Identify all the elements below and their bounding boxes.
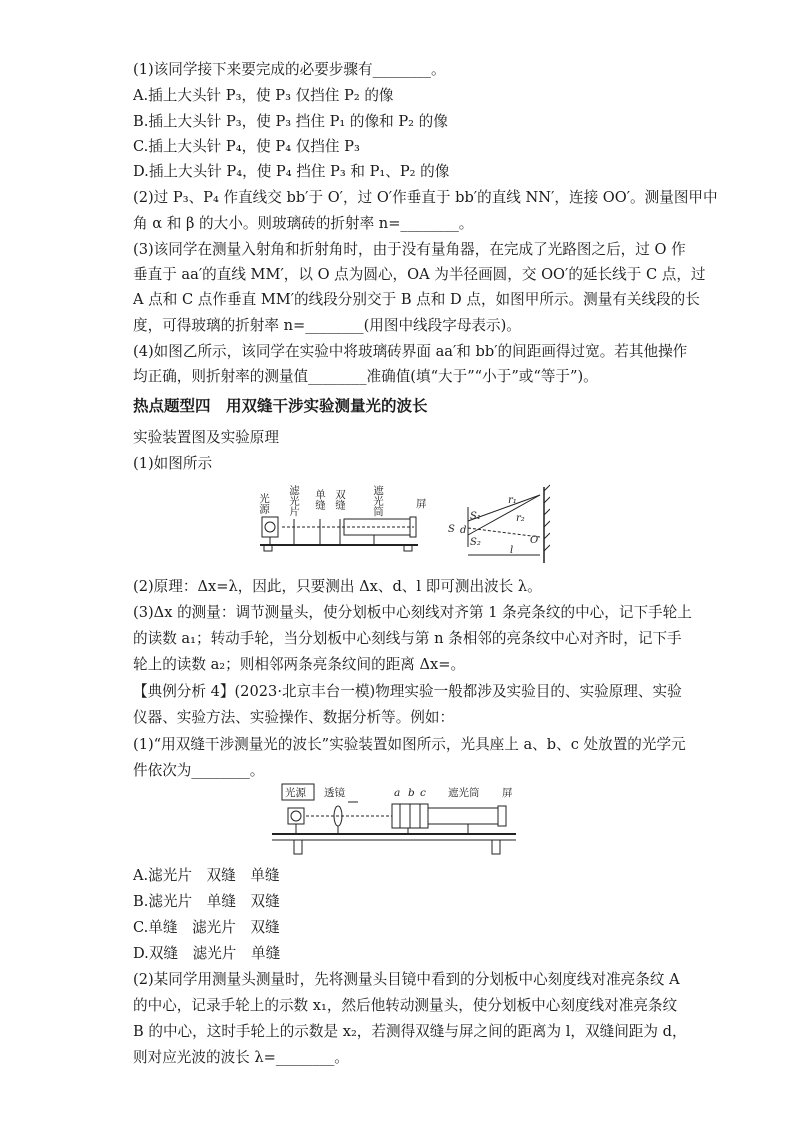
option-b: B.插上大头针 P₃，使 P₃ 挡住 P₁ 的像和 P₂ 的像	[133, 113, 448, 130]
example-q1-line2: 件依次为________。	[133, 762, 265, 779]
question-1-text: (1)该同学接下来要完成的必要步骤有________。	[133, 61, 446, 78]
label-S2: S₂	[470, 537, 481, 548]
principle-text: (2)原理：Δx=λ，因此，只要测出 Δx、d、l 即可测出波长 λ。	[133, 578, 542, 595]
example-q2-line3: B 的中心，这时手轮上的示数是 x₂，若测得双缝与屏之间的距离为 l，双缝间距为 d，	[133, 1023, 687, 1040]
option-c: C.插上大头针 P₄，使 P₄ 仅挡住 P₃	[133, 138, 360, 155]
label-S: S	[448, 524, 455, 535]
figure-intro: (1)如图所示	[133, 455, 213, 472]
apparatus-labels	[258, 484, 427, 517]
example-q2-line2: 的中心，记录手轮上的示数 x₁，然后他转动测量头，使分划板中心刻度线对准亮条纹	[133, 997, 678, 1014]
question-3-line4: 度，可得玻璃的折射率 n=________(用图中线段字母表示)。	[133, 317, 521, 334]
label-shade-tube-2: 遮光筒	[448, 787, 480, 799]
section-heading: 热点题型四 用双缝干涉实验测量光的波长	[133, 397, 428, 415]
label-light-source-2: 光源	[285, 787, 306, 799]
label-a: a	[394, 787, 401, 799]
example-heading-line2: 仪器、实验方法、实验操作、数据分析等。例如：	[133, 709, 455, 726]
label-O: O	[530, 535, 539, 546]
example-q2-line4: 则对应光波的波长 λ=________。	[133, 1049, 349, 1066]
choice-b: B.滤光片 单缝 双缝	[133, 893, 280, 910]
question-2-line2: 角 α 和 β 的大小。则玻璃砖的折射率 n=________。	[133, 215, 474, 232]
label-filter: 滤光片	[288, 485, 300, 517]
measurement-line3: 轮上的读数 a₂；则相邻两条亮条纹间的距离 Δx=。	[133, 656, 466, 673]
question-3-line1: (3)该同学在测量入射角和折射角时，由于没有量角器，在完成了光路图之后，过 O 作	[133, 241, 686, 258]
label-screen: 屏	[416, 498, 427, 510]
choice-d: D.双缝 滤光片 单缝	[133, 945, 281, 962]
optical-bench-figure	[268, 782, 532, 862]
slit-geometry-labels	[448, 495, 538, 556]
measurement-line1: (3)Δx 的测量：调节测量头，使分划板中心刻线对齐第 1 条亮条纹的中心，记下手轮上	[133, 604, 692, 621]
label-r1: r₁	[508, 495, 517, 506]
label-b: b	[408, 787, 415, 799]
measurement-line2: 的读数 a₁；转动手轮，当分划板中心刻线与第 n 条相邻的亮条纹中心对齐时，记下手	[133, 630, 682, 647]
example-heading-line1: 【典例分析 4】(2023·北京丰台一模)物理实验一般都涉及实验目的、实验原理、实验	[133, 683, 682, 700]
label-screen-2: 屏	[502, 787, 513, 799]
label-double-slit: 双缝	[334, 489, 346, 510]
label-r2: r₂	[516, 513, 525, 524]
option-d: D.插上大头针 P₄，使 P₄ 挡住 P₃ 和 P₁、P₂ 的像	[133, 163, 450, 180]
label-c: c	[420, 787, 426, 799]
question-2-line1: (2)过 P₃、P₄ 作直线交 bb′于 O′，过 O′作垂直于 bb′的直线 NN′，连接 OO′。测量图甲中	[133, 189, 718, 206]
label-l: l	[510, 545, 514, 556]
optical-bench-labels	[285, 786, 513, 799]
subheading: 实验装置图及实验原理	[133, 429, 279, 446]
option-a: A.插上大头针 P₃，使 P₃ 仅挡住 P₂ 的像	[133, 87, 394, 104]
question-4-line2: 均正确，则折射率的测量值________准确值(填“大于”“小于”或“等于”)。	[133, 368, 598, 385]
label-lens: 透镜	[324, 787, 345, 799]
question-3-line2: 垂直于 aa′的直线 MM′，以 O 点为圆心，OA 为半径画圆，交 OO′的延长线于 C 点，过	[133, 266, 706, 283]
label-shade-tube: 遮光筒	[372, 485, 384, 517]
question-4-line1: (4)如图乙所示，该同学在实验中将玻璃砖界面 aa′和 bb′的间距画得过宽。若其他操作	[133, 343, 688, 360]
example-q1-line1: (1)“用双缝干涉测量光的波长”实验装置如图所示，光具座上 a、b、c 处放置的光学元	[133, 736, 686, 753]
double-slit-apparatus-figure	[254, 477, 550, 573]
choice-a: A.滤光片 双缝 单缝	[133, 867, 280, 884]
label-single-slit: 单缝	[314, 489, 326, 510]
label-light-source: 光源	[258, 493, 270, 514]
label-S1: S₁	[470, 511, 481, 522]
label-d: d	[460, 525, 467, 536]
example-q2-line1: (2)某同学用测量头测量时，先将测量头目镜中看到的分划板中心刻度线对准亮条纹 A	[133, 971, 680, 988]
question-3-line3: A 点和 C 点作垂直 MM′的线段分别交于 B 点和 D 点，如图甲所示。测量有关线段的长	[133, 291, 700, 308]
apparatus-drawing	[260, 517, 418, 551]
choice-c: C.单缝 滤光片 双缝	[133, 919, 280, 936]
